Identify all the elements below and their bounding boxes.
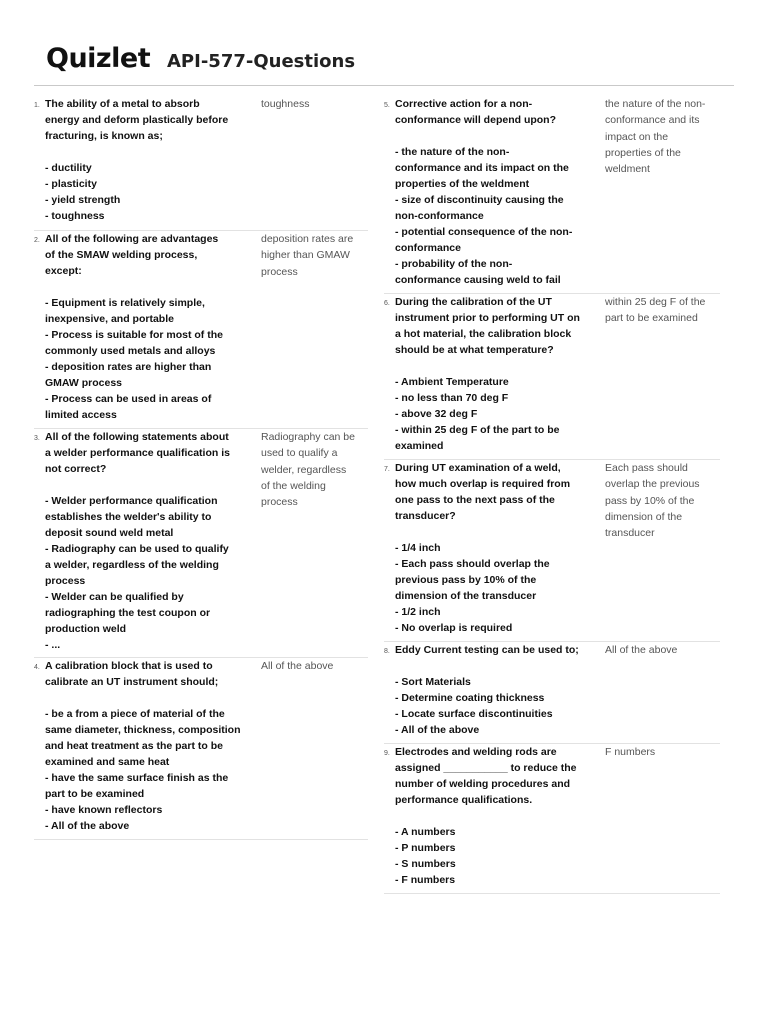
text-line: - ... (45, 639, 61, 651)
document-title: API-577-Questions (167, 51, 356, 72)
text-line: dimension of the transducer (395, 590, 537, 602)
text-line: - Each pass should overlap the (395, 558, 550, 570)
text-line: - S numbers (395, 858, 456, 870)
text-line: - Determine coating thickness (395, 692, 545, 704)
flashcard-4 (34, 658, 368, 840)
card-answer (261, 231, 353, 280)
text-line: - P numbers (395, 842, 456, 854)
text-line: should be at what temperature? (395, 344, 554, 356)
flashcard-9 (384, 744, 720, 894)
card-answer (261, 658, 333, 674)
text-line: deposition rates are (261, 233, 354, 245)
card-number: 6. (384, 300, 390, 307)
text-line (395, 808, 577, 824)
text-line: a welder performance qualification is (45, 447, 230, 459)
text-line: of the welding (261, 479, 326, 492)
card-number: 2. (34, 237, 40, 244)
text-line: used to qualify a (261, 447, 338, 460)
card-answer (605, 96, 705, 177)
text-line: transducer? (395, 510, 456, 522)
flashcard-2 (34, 231, 368, 429)
text-line: a welder, regardless of the welding (45, 559, 219, 571)
text-line: higher than GMAW (261, 249, 350, 262)
header-divider (34, 85, 734, 86)
card-number: 9. (384, 750, 390, 757)
text-line: conformance causing weld to fail (395, 274, 561, 286)
text-line: - within 25 deg F of the part to be (395, 424, 560, 436)
text-line (45, 477, 230, 493)
text-line: examined and same heat (45, 756, 170, 768)
text-line: non-conformance (395, 210, 484, 222)
text-line: - no less than 70 deg F (395, 392, 509, 404)
card-number: 1. (34, 102, 40, 109)
page-header (46, 40, 726, 86)
text-line: limited access (45, 409, 117, 421)
text-line: All of the above (605, 644, 678, 656)
text-line: the nature of the non- (605, 98, 706, 110)
text-line: production weld (45, 623, 127, 635)
text-line (395, 128, 572, 144)
text-line: All of the following statements about (45, 431, 229, 443)
text-line (45, 144, 228, 160)
text-line: - Welder can be qualified by (45, 591, 184, 603)
flashcard-8 (384, 642, 720, 744)
text-line: - Equipment is relatively simple, (45, 297, 205, 309)
text-line: establishes the welder's ability to (45, 511, 212, 523)
text-line: impact on the (605, 130, 669, 143)
text-line: - potential consequence of the non- (395, 226, 573, 238)
text-line: A calibration block that is used to (45, 660, 213, 672)
text-line: calibrate an UT instrument should; (45, 676, 219, 688)
text-line: commonly used metals and alloys (45, 345, 216, 357)
flashcard-1 (34, 96, 368, 231)
text-line: deposit sound weld metal (45, 527, 174, 539)
text-line: inexpensive, and portable (45, 313, 174, 325)
text-line: - All of the above (45, 820, 130, 832)
text-line (395, 524, 570, 540)
text-line: Electrodes and welding rods are (395, 746, 557, 758)
card-answer (605, 642, 677, 658)
card-answer (605, 294, 705, 327)
text-line (395, 658, 579, 674)
text-line: previous pass by 10% of the (395, 574, 537, 586)
text-line: not correct? (45, 463, 107, 475)
text-line: same diameter, thickness, composition (45, 724, 241, 736)
card-number: 7. (384, 466, 390, 473)
text-line: number of welding procedures and (395, 778, 571, 790)
text-line: process (45, 575, 86, 587)
flashcard-3 (34, 429, 368, 658)
text-line: conformance (395, 242, 461, 254)
card-question (45, 429, 230, 653)
text-line: - No overlap is required (395, 622, 513, 634)
text-line: instrument prior to performing UT on (395, 312, 580, 324)
text-line: welder, regardless (261, 463, 347, 476)
flashcard-7 (384, 460, 720, 642)
text-line: toughness (261, 98, 310, 110)
text-line: - Ambient Temperature (395, 376, 509, 388)
text-line: process (261, 496, 298, 509)
text-line: assigned ___________ to reduce the (395, 762, 577, 774)
card-question (395, 96, 572, 288)
card-answer (605, 744, 655, 760)
card-number: 4. (34, 664, 40, 671)
card-number: 8. (384, 648, 390, 655)
card-question (395, 294, 580, 454)
text-line: part to be examined (45, 788, 145, 800)
text-line: - yield strength (45, 194, 121, 206)
text-line: - 1/4 inch (395, 542, 441, 554)
text-line: fracturing, is known as; (45, 130, 163, 142)
text-line: and heat treatment as the part to be (45, 740, 223, 752)
text-line: transducer (605, 527, 655, 540)
text-line: overlap the previous (605, 478, 700, 491)
card-question (45, 658, 241, 834)
text-line: performance qualifications. (395, 794, 533, 806)
card-number: 3. (34, 435, 40, 442)
text-line: conformance and its impact on the (395, 162, 569, 174)
right-column (384, 96, 720, 894)
text-line: - F numbers (395, 874, 456, 886)
text-line: - plasticity (45, 178, 97, 190)
text-line: - toughness (45, 210, 105, 222)
text-line (395, 358, 580, 374)
card-question (395, 744, 577, 888)
quizlet-logo: Quizlet (46, 43, 151, 74)
text-line (45, 279, 223, 295)
text-line: During the calibration of the UT (395, 296, 552, 308)
text-line: properties of the (605, 146, 681, 159)
card-question (395, 642, 579, 738)
card-answer (605, 460, 700, 541)
text-line: - ductility (45, 162, 92, 174)
text-line: - Radiography can be used to qualify (45, 543, 229, 555)
text-line: pass by 10% of the (605, 494, 695, 507)
text-line: dimension of the (605, 510, 683, 523)
text-line: weldment (605, 163, 650, 176)
text-line: examined (395, 440, 444, 452)
text-line: one pass to the next pass of the (395, 494, 555, 506)
text-line: GMAW process (45, 377, 123, 389)
text-line: - be a from a piece of material of the (45, 708, 225, 720)
card-question (395, 460, 570, 636)
text-line: how much overlap is required from (395, 478, 571, 490)
text-line: F numbers (605, 746, 656, 758)
flashcard-5 (384, 96, 720, 294)
flashcard-6 (384, 294, 720, 460)
text-line: except: (45, 265, 82, 277)
text-line: - All of the above (395, 724, 480, 736)
text-line: of the SMAW welding process, (45, 249, 198, 261)
text-line: Corrective action for a non- (395, 98, 533, 110)
card-question (45, 96, 228, 224)
text-line: - 1/2 inch (395, 606, 441, 618)
text-line: - Welder performance qualification (45, 495, 218, 507)
text-line: - above 32 deg F (395, 408, 478, 420)
text-line: - Process is suitable for most of the (45, 329, 223, 341)
text-line: within 25 deg F of the (605, 296, 706, 308)
text-line: - deposition rates are higher than (45, 361, 212, 373)
card-question (45, 231, 223, 423)
text-line: All of the following are advantages (45, 233, 219, 245)
text-line: process (261, 265, 298, 278)
text-line: - have the same surface finish as the (45, 772, 229, 784)
card-answer (261, 429, 355, 510)
text-line: radiographing the test coupon or (45, 607, 211, 619)
text-line: - Sort Materials (395, 676, 471, 688)
text-line: Each pass should (605, 462, 688, 474)
text-line: - Process can be used in areas of (45, 393, 212, 405)
text-line: conformance and its (605, 114, 700, 127)
text-line: - Locate surface discontinuities (395, 708, 553, 720)
text-line: conformance will depend upon? (395, 114, 557, 126)
text-line: - A numbers (395, 826, 456, 838)
text-line: energy and deform plastically before (45, 114, 229, 126)
text-line: - have known reflectors (45, 804, 163, 816)
left-column (34, 96, 368, 840)
text-line: a hot material, the calibration block (395, 328, 572, 340)
text-line: The ability of a metal to absorb (45, 98, 200, 110)
text-line: - the nature of the non- (395, 146, 510, 158)
text-line: Radiography can be (261, 431, 355, 443)
text-line: Eddy Current testing can be used to; (395, 644, 579, 656)
text-line: All of the above (261, 660, 334, 672)
text-line (45, 690, 241, 706)
card-answer (261, 96, 309, 112)
card-number: 5. (384, 102, 390, 109)
text-line: part to be examined (605, 312, 698, 325)
text-line: During UT examination of a weld, (395, 462, 561, 474)
text-line: properties of the weldment (395, 178, 530, 190)
text-line: - size of discontinuity causing the (395, 194, 564, 206)
text-line: - probability of the non- (395, 258, 513, 270)
